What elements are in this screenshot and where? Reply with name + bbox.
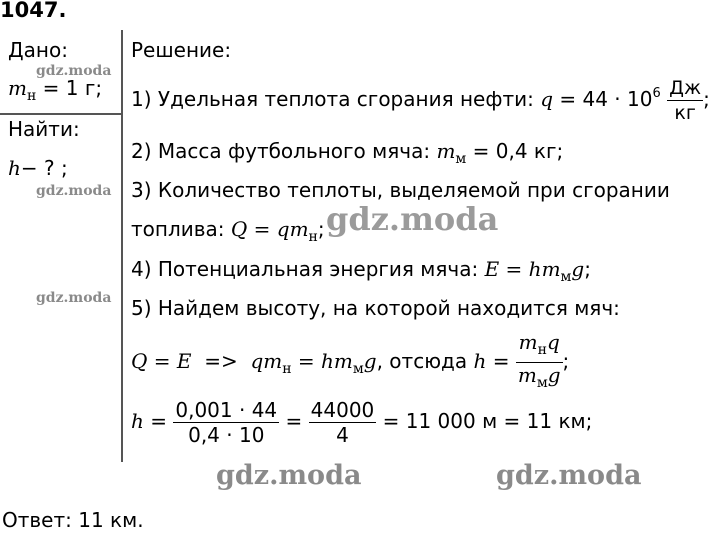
watermark-small-2: gdz.moda [36, 183, 112, 199]
horizontal-divider [0, 113, 122, 115]
derivation-formula: $Q = E => qm_н = hm_мg$, отсюда h = $\frac{m_нq}{m_мg}$ ; [131, 330, 570, 391]
watermark-bottom-left: gdz.moda [216, 460, 362, 491]
step-3-line-1: 3) Количество теплоты, выделяемой при сгорании [131, 178, 670, 202]
watermark-large-center: gdz.moda [326, 200, 499, 238]
step-1: 1) Удельная теплота сгорания нефти: $q = 44 \cdot 10^6$ $\frac{Дж}{кг}$ ; [131, 77, 710, 124]
watermark-small-3: gdz.moda [36, 290, 112, 306]
watermark-small-1: gdz.moda [36, 63, 112, 79]
given-header: Дано: [8, 38, 68, 62]
calculation: h = $\frac{0,001 \cdot 44}{0,4 \cdot 10}$ = $\frac{44000}{4}$ = 11 000 м = 11 км; [131, 398, 593, 447]
given-mass: $m_н = 1$ г; [8, 76, 103, 104]
step-5: 5) Найдем высоту, на которой находится мяч: [131, 296, 620, 320]
watermark-bottom-right: gdz.moda [496, 460, 642, 491]
step-3-line-2: топлива: $Q = qm_н$; [131, 217, 325, 245]
problem-number: 1047. [0, 0, 67, 22]
step-2: 2) Масса футбольного мяча: $m_м = 0,4$ кг; [131, 139, 564, 167]
step-4: 4) Потенциальная энергия мяча: $E = hm_мg$; [131, 257, 591, 285]
vertical-divider [121, 30, 123, 462]
answer: Ответ: 11 км. [2, 508, 144, 532]
solution-header: Решение: [131, 38, 232, 62]
find-value: h− ? ; [8, 156, 68, 180]
find-header: Найти: [8, 117, 80, 141]
